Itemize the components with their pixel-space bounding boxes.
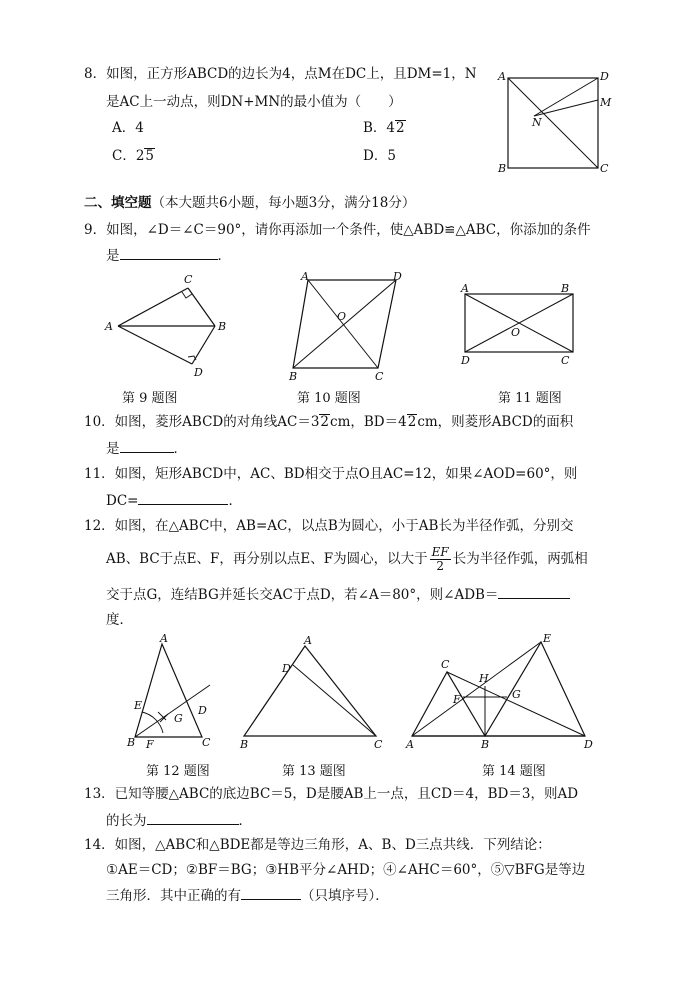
- q8-option-b: B．42: [363, 120, 405, 136]
- svg-text:G: G: [174, 712, 183, 725]
- svg-text:A: A: [461, 282, 469, 295]
- answer-blank: [498, 584, 570, 599]
- svg-text:F: F: [453, 693, 461, 706]
- caption-fig14: 第 14 题图: [482, 764, 546, 779]
- svg-text:B: B: [561, 282, 570, 295]
- figure-q12: [120, 632, 230, 752]
- answer-blank: [120, 438, 174, 453]
- svg-text:C: C: [600, 162, 609, 175]
- answer-blank: [241, 885, 301, 900]
- q10-line2: 是 ．: [106, 438, 187, 459]
- svg-text:O: O: [337, 310, 347, 323]
- svg-text:B: B: [289, 370, 298, 382]
- q14-line2: ①AE＝CD；②BF＝BG；③HB平分∠AHD；④∠AHC＝60°，⑤▽BFG是等边: [106, 862, 586, 878]
- svg-text:H: H: [479, 672, 489, 685]
- q8-line1: 8．如图，正方形ABCD的边长为4，点M在DC上，且DM=1，N: [84, 66, 477, 82]
- svg-text:D: D: [198, 704, 207, 717]
- svg-text:E: E: [134, 699, 143, 712]
- svg-text:D: D: [282, 662, 291, 675]
- figure-q9: [100, 268, 240, 380]
- svg-text:A: A: [304, 634, 312, 647]
- q14-line3: 三角形．其中正确的有 （只填序号）．: [106, 885, 389, 906]
- svg-text:B: B: [218, 320, 227, 333]
- q8-option-c: C．25: [112, 148, 155, 164]
- svg-text:C: C: [184, 273, 193, 286]
- caption-fig10: 第 10 题图: [297, 391, 361, 406]
- q10-line1: 10．如图，菱形ABCD的对角线AC＝32cm，BD＝42cm，则菱形ABCD的面积: [84, 414, 574, 430]
- svg-text:N: N: [532, 116, 542, 129]
- svg-text:A: A: [498, 70, 506, 83]
- svg-text:C: C: [561, 354, 570, 367]
- svg-text:M: M: [600, 96, 612, 109]
- svg-text:C: C: [375, 370, 384, 382]
- sqrt-radicand: 2: [320, 414, 330, 430]
- answer-blank: [138, 490, 228, 505]
- q13-line2: 的长为 ．: [106, 810, 252, 831]
- q12-line2: AB、BC于点E、F，再分别以点E、F为圆心，以大于 $\frac{EF}{2}$ 长为半径作弧，两弧相: [106, 545, 588, 573]
- svg-text:D: D: [194, 366, 203, 379]
- figure-q8-square: [490, 66, 620, 178]
- q12-line1: 12．如图，在△ABC中，AB=AC，以点B为圆心，小于AB长为半径作弧，分别交: [84, 518, 574, 534]
- q12-line3: 交于点G，连结BG并延长交AC于点D，若∠A＝80°，则∠ADB＝: [106, 584, 570, 605]
- svg-text:C: C: [374, 738, 383, 751]
- sqrt-radicand: 5: [145, 148, 155, 164]
- caption-fig13: 第 13 题图: [282, 764, 346, 779]
- svg-text:O: O: [511, 326, 521, 339]
- q9-line2: 是 ．: [106, 245, 231, 266]
- svg-text:C: C: [441, 658, 450, 671]
- svg-text:D: D: [600, 70, 609, 83]
- svg-text:D: D: [393, 270, 402, 283]
- svg-text:A: A: [160, 632, 168, 645]
- svg-text:B: B: [240, 738, 249, 751]
- svg-text:A: A: [406, 738, 414, 750]
- sqrt-radicand: 2: [396, 120, 405, 136]
- q8-line2: 是AC上一动点，则DN+MN的最小值为（ ）: [106, 94, 402, 110]
- caption-fig9: 第 9 题图: [122, 391, 178, 406]
- svg-text:B: B: [127, 736, 136, 749]
- q12-line4: 度．: [106, 612, 133, 628]
- svg-text:D: D: [584, 738, 593, 750]
- svg-text:G: G: [512, 688, 521, 701]
- q8-option-a: A．4: [112, 120, 144, 136]
- q13-line1: 13．已知等腰△ABC的底边BC＝5，D是腰AB上一点，且CD＝4，BD＝3，则AD: [84, 786, 579, 802]
- q11-line2: DC= ．: [106, 490, 242, 511]
- figure-q10: [283, 268, 413, 382]
- q11-line1: 11．如图，矩形ABCD中，AC、BD相交于点O且AC=12，如果∠AOD=60°，则: [84, 466, 578, 482]
- figure-q13: [236, 632, 386, 752]
- q8-option-d: D．5: [363, 148, 396, 164]
- svg-text:B: B: [481, 738, 490, 750]
- sqrt-radicand: 2: [407, 414, 417, 430]
- figure-q14: [403, 630, 598, 750]
- svg-text:A: A: [105, 320, 113, 333]
- q9-line1: 9．如图，∠D＝∠C＝90°，请你再添加一个条件，使△ABD≌△ABC，你添加的条件: [84, 222, 591, 238]
- answer-blank: [120, 245, 218, 260]
- svg-text:F: F: [146, 738, 154, 751]
- svg-text:C: C: [202, 736, 211, 749]
- figure-q11: [455, 282, 585, 372]
- caption-fig11: 第 11 题图: [498, 391, 562, 406]
- answer-blank: [147, 810, 239, 825]
- caption-fig12: 第 12 题图: [146, 764, 210, 779]
- svg-text:E: E: [543, 632, 552, 645]
- svg-text:D: D: [461, 354, 470, 367]
- svg-text:B: B: [498, 162, 507, 175]
- svg-text:A: A: [301, 270, 309, 283]
- section2-header: 二、填空题（本大题共6小题，每小题3分，满分18分）: [84, 195, 416, 211]
- q14-line1: 14．如图，△ABC和△BDE都是等边三角形，A、B、D三点共线．下列结论：: [84, 837, 551, 853]
- fraction-ef-over-2: $\frac{EF}{2}$: [431, 545, 449, 573]
